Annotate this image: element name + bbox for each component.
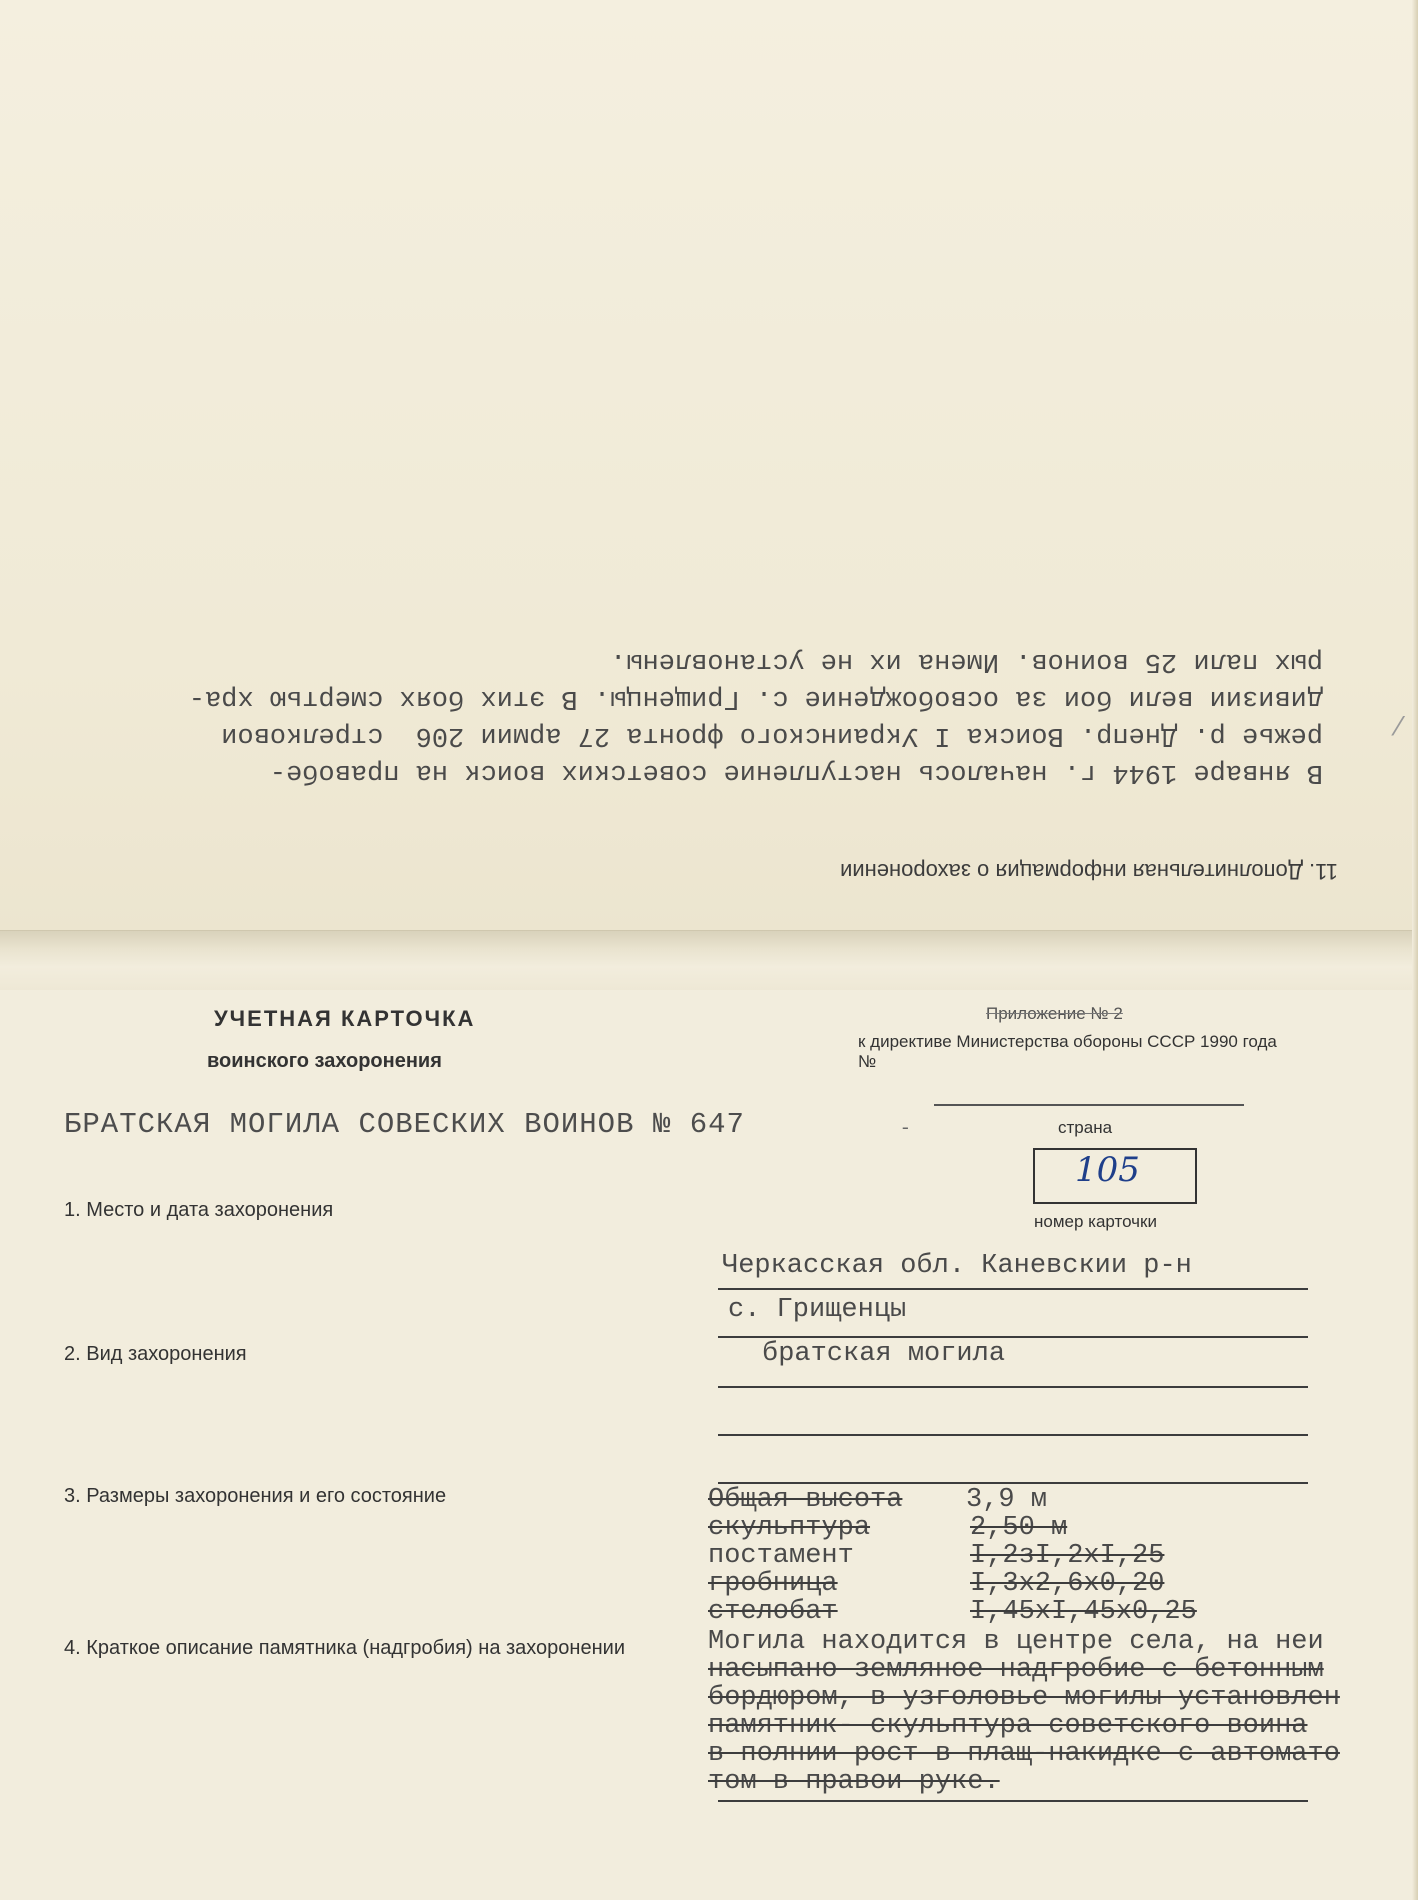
dimension-value: 2,50 м [970,1513,1068,1543]
description-line: в полнии рост в плащ-накидке с автомато [708,1739,1340,1769]
answer-burial-type: братская могила [762,1339,1006,1369]
rule-line [718,1482,1308,1484]
dimension-name: стелобат [708,1597,838,1627]
additional-info-line: рых пали 25 воинов. Имена их не установлены. [610,646,1323,676]
directive-label: к директиве Министерства обороны СССР 1990 года № [858,1032,1277,1071]
card-title: УЧЕТНАЯ КАРТОЧКА [214,1006,476,1031]
description-line: памятник- скульптура советского воина [708,1711,1308,1741]
dimension-name: Общая высота [708,1485,903,1515]
additional-info-title: 11. Дополнительная информация о захоронении [840,859,1338,884]
field-label-dimensions: 3. Размеры захоронения и его состояние [64,1485,447,1507]
answer-place-line: Черкасская обл. Каневскии р-н [722,1251,1192,1281]
rule-line [718,1434,1308,1436]
dimension-name: постамент [708,1541,854,1571]
dash-mark: - [902,1116,909,1138]
dimension-name: скульптура [708,1513,871,1543]
description-line: насыпано земляное надгробие с бетонным [708,1655,1324,1685]
answer-place-line: с. Грищенцы [728,1295,907,1325]
country-label: страна [1058,1118,1113,1137]
rule-line [718,1386,1308,1388]
description-line: бордюром, в узголовье могилы установлен [708,1683,1340,1713]
paper-fold [0,930,1418,991]
dimension-value: 3,9 м [966,1485,1048,1515]
description-line: том в правои руке. [708,1767,1000,1797]
additional-info-text [189,642,1323,790]
card-subtitle: воинского захоронения [207,1050,442,1072]
additional-info-line: дивизии вели бои за освобождение с. Грищенцы. В этих боях смертью хра- [188,683,1323,713]
country-field[interactable] [934,1104,1244,1106]
field-label-place-date: 1. Место и дата захоронения [64,1199,334,1221]
description-line: Могила находится в центре села, на неи [708,1627,1324,1657]
card-number-label: номер карточки [1034,1212,1157,1231]
field-label-burial-type: 2. Вид захоронения [64,1343,247,1365]
pencil-mark-icon: ⁄ [1396,712,1401,742]
rule-line [718,1800,1308,1802]
dimension-value: I,45хI,45х0,25 [970,1597,1197,1627]
appendix-label: Приложение № 2 [986,1004,1123,1023]
rule-line [718,1288,1308,1290]
additional-info-line: режье р. Днепр. Воиска I Украинского фронта 27 армии 206 стрелковои [221,720,1323,750]
page-title: БРАТСКАЯ МОГИЛА СОВЕСКИХ ВОИНОВ № 647 [64,1108,745,1141]
dimension-value: I,2зI,2хI,25 [970,1541,1165,1571]
paper-edge [1412,0,1418,1900]
dimension-value: I,3х2,6х0,20 [970,1569,1165,1599]
rule-line [718,1336,1308,1338]
additional-info-line: В январе 1944 г. началось наступление советских воиск на правобе- [269,757,1323,787]
field-label-description: 4. Краткое описание памятника (надгробия) на захоронении [64,1637,625,1659]
dimension-name: гробница [708,1569,838,1599]
card-number-value: 105 [1075,1150,1140,1190]
additional-info-section [0,600,1418,900]
